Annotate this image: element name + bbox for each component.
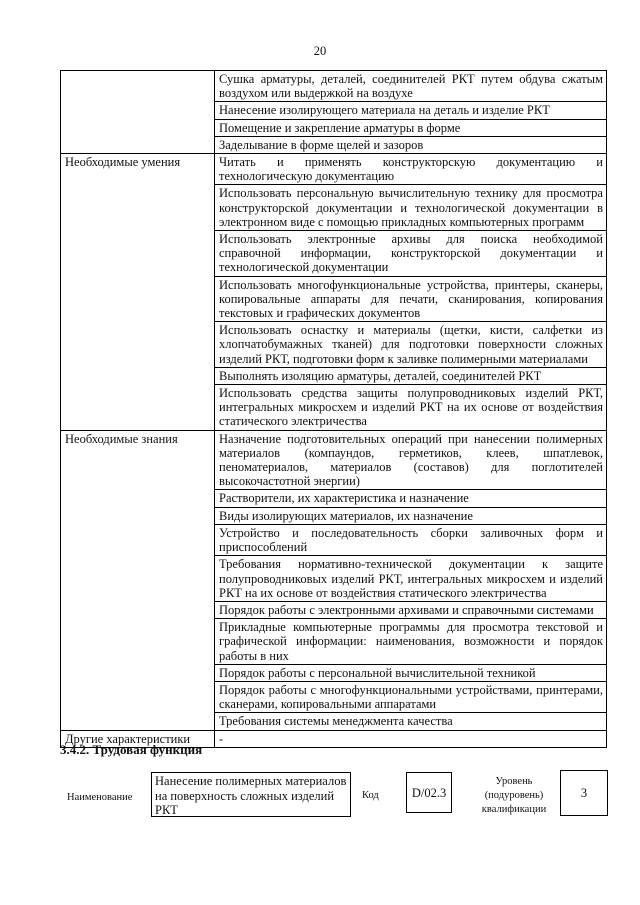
- table-cell: Использовать электронные архивы для поиска необходимой справочной информации, конструкторской документации и технологической документации: [215, 231, 607, 277]
- table-cell: Растворители, их характеристика и назначение: [215, 490, 607, 507]
- table-cell: -: [215, 730, 607, 747]
- table-cell: Использовать средства защиты полупроводниковых изделий РКТ, интегральных микросхем и изделий РКТ на их основе от воздействия статического электричества: [215, 385, 607, 431]
- table-row: [61, 154, 607, 185]
- table-cell: Заделывание в форме щелей и зазоров: [215, 136, 607, 153]
- section-heading: 3.4.2. Трудовая функция: [60, 742, 203, 757]
- row-label: [61, 71, 215, 154]
- page-number: 20: [313, 44, 327, 58]
- name-label: Наименование: [67, 792, 133, 803]
- table-cell: Порядок работы с персональной вычислительной техникой: [215, 664, 607, 681]
- table-row: [61, 430, 607, 490]
- function-name-box: Нанесение полимерных материалов на поверхность сложных изделий РКТ: [151, 772, 351, 817]
- knowledge-label: Необходимые знания: [61, 430, 215, 730]
- level-label: Уровень (подуровень) квалификации: [481, 776, 547, 815]
- table-cell: Требования системы менеджмента качества: [215, 713, 607, 730]
- skills-label: Необходимые умения: [61, 154, 215, 431]
- table-cell: Использовать многофункциональные устройства, принтеры, сканеры, копировальные аппараты для печати, сканирования, копирования текстовых и графических документов: [215, 276, 607, 322]
- requirements-table: [60, 70, 607, 748]
- table-cell: Нанесение изолирующего материала на деталь и изделие РКТ: [215, 102, 607, 119]
- table-cell: Требования нормативно-технической документации к защите полупроводниковых изделий РКТ, интегральных микросхем и изделий РКТ на их основе от воздействия статического электричества: [215, 556, 607, 602]
- table-row: [61, 71, 607, 102]
- code-box: D/02.3: [406, 772, 452, 813]
- table-cell: Использовать персональную вычислительную технику для просмотра конструкторской документации и технологической документации в электронном виде с помощью прикладных компьютерных программ: [215, 185, 607, 231]
- other-label: Другие характеристики: [61, 730, 215, 747]
- table-cell: Устройство и последовательность сборки заливочных форм и приспособлений: [215, 524, 607, 555]
- level-box: 3: [560, 770, 608, 816]
- table-cell: Прикладные компьютерные программы для просмотра текстовой и графической информации: наименования, возможности и порядок работы в них: [215, 619, 607, 665]
- table-cell: Выполнять изоляцию арматуры, деталей, соединителей РКТ: [215, 367, 607, 384]
- table-cell: Сушка арматуры, деталей, соединителей РКТ путем обдува сжатым воздухом или выдержкой на воздухе: [215, 71, 607, 102]
- table-cell: Порядок работы с электронными архивами и справочными системами: [215, 601, 607, 618]
- table-cell: Использовать оснастку и материалы (щетки, кисти, салфетки из хлопчатобумажных тканей) для подготовки поверхности сложных изделий РКТ, подготовки форм к заливке полимерными материалами: [215, 322, 607, 368]
- table-cell: Читать и применять конструкторскую документацию и технологическую документацию: [215, 154, 607, 185]
- table-cell: Помещение и закрепление арматуры в форме: [215, 119, 607, 136]
- code-label: Код: [362, 790, 379, 801]
- table-cell: Виды изолирующих материалов, их назначение: [215, 507, 607, 524]
- table-cell: Назначение подготовительных операций при нанесении полимерных материалов (компаундов, герметиков, клеев, шпатлевок, пеноматериалов, материалов (составов) для поглотителей высокочастотной энергии): [215, 430, 607, 490]
- table-cell: Порядок работы с многофункциональными устройствами, принтерами, сканерами, копировальными аппаратами: [215, 681, 607, 712]
